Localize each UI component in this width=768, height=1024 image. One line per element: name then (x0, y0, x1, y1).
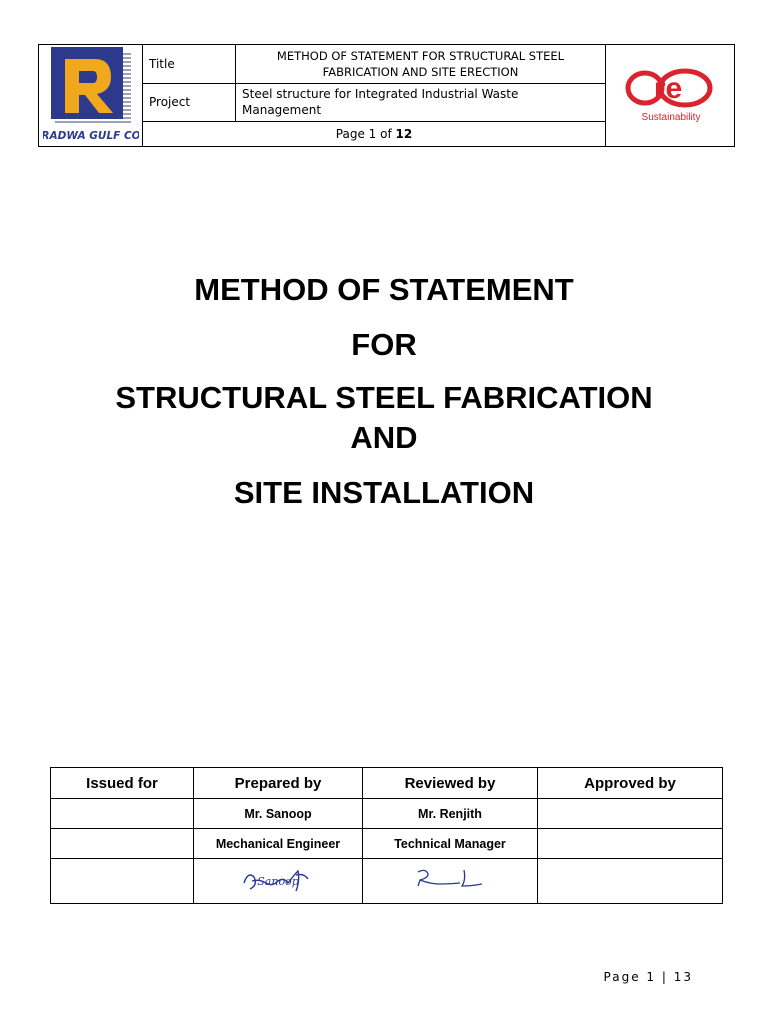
radwa-logo-cell (39, 45, 143, 147)
project-label: Project (143, 83, 236, 122)
approved-by-header: Approved by (538, 768, 723, 799)
re-sustainability-logo (615, 64, 725, 124)
title-label: Title (143, 45, 236, 84)
issued-for-name (51, 799, 194, 829)
reviewed-by-header: Reviewed by (363, 768, 538, 799)
approved-by-signature (538, 859, 723, 904)
reviewed-by-name: Mr. Renjith (363, 799, 538, 829)
re-sustainability-logo-cell (606, 45, 735, 147)
page-footer: Page 1 | 13 (603, 970, 693, 984)
page-count: Page 1 of 12 (143, 122, 606, 147)
issued-for-role (51, 829, 194, 859)
svg-text:Sustainability: Sustainability (641, 112, 701, 123)
issued-for-header: Issued for (51, 768, 194, 799)
document-title: METHOD OF STATEMENT FOR STRUCTURAL STEEL FABRICATION AND SITE INSTALLATION (115, 272, 653, 510)
svg-text:RADWA GULF CO: RADWA GULF CO (42, 130, 139, 142)
prepared-by-header: Prepared by (194, 768, 363, 799)
radwa-gulf-logo (43, 45, 139, 143)
signoff-table (50, 767, 723, 904)
prepared-by-signature (194, 859, 363, 904)
svg-text:re: re (653, 72, 683, 105)
reviewed-by-signature (363, 859, 538, 904)
issued-for-signature (51, 859, 194, 904)
svg-text:Sanoop: Sanoop (257, 874, 299, 888)
approved-by-name (538, 799, 723, 829)
title-value: METHOD OF STATEMENT FOR STRUCTURAL STEEL FABRICATION AND SITE ERECTION (236, 45, 606, 84)
prepared-by-role: Mechanical Engineer (194, 829, 363, 859)
approved-by-role (538, 829, 723, 859)
reviewed-by-role: Technical Manager (363, 829, 538, 859)
prepared-by-name: Mr. Sanoop (194, 799, 363, 829)
document-header-table (38, 44, 735, 147)
signature-renjith (410, 864, 490, 894)
signature-sanoop (238, 861, 318, 897)
project-value: Steel structure for Integrated Industrial Waste Management (236, 83, 606, 122)
